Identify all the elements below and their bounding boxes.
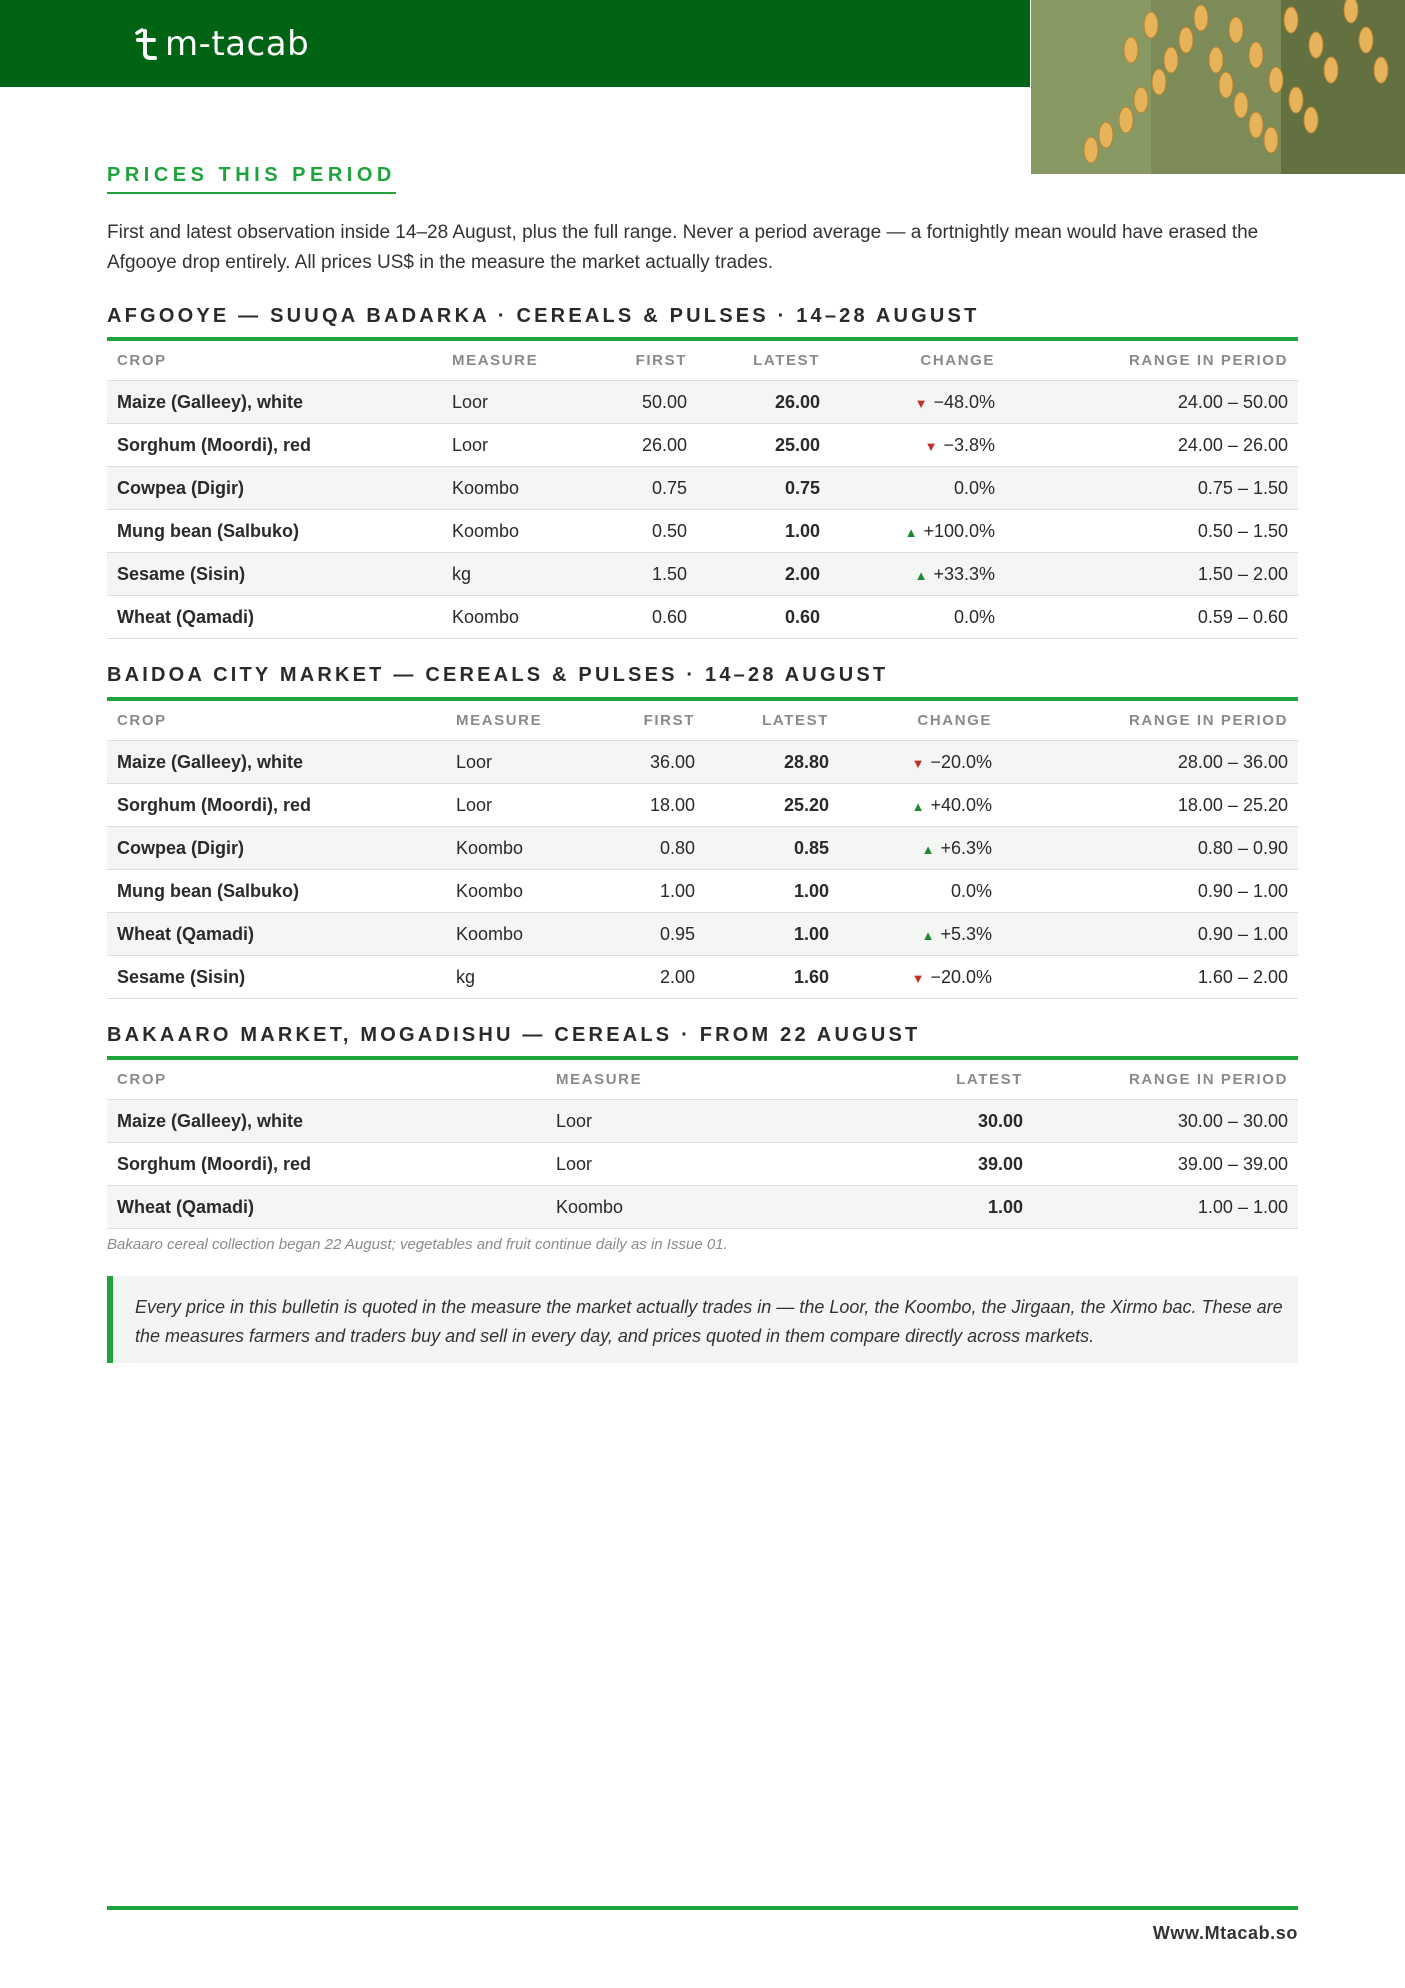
intro-paragraph: First and latest observation inside 14–28 August, plus the full range. Never a period average — a fortnightly mean would have erased the Afgooye drop entirely. All prices US$ in the measure the market actually trades. <box>107 222 1259 273</box>
measure-cell: Koombo <box>446 870 580 913</box>
crop-cell: Sorghum (Moordi), red <box>107 1143 546 1186</box>
crop-cell: Wheat (Qamadi) <box>107 913 446 956</box>
change-cell: ▲ +5.3% <box>839 913 1002 956</box>
table-header-row <box>107 1058 1298 1100</box>
measure-cell: Koombo <box>446 827 580 870</box>
first-cell: 50.00 <box>572 381 697 424</box>
down-arrow-icon: ▼ <box>911 970 925 986</box>
range-cell: 1.60 – 2.00 <box>1002 956 1298 999</box>
latest-cell: 1.00 <box>705 913 839 956</box>
col-change: CHANGE <box>830 339 1005 381</box>
crop-cell: Wheat (Qamadi) <box>107 596 442 639</box>
table-row <box>107 827 1298 870</box>
latest-cell: 1.00 <box>697 510 830 553</box>
first-cell: 1.50 <box>572 553 697 596</box>
measure-cell: Loor <box>446 741 580 784</box>
change-cell: ▲ +40.0% <box>839 784 1002 827</box>
market-title-baidoa: BAIDOA CITY MARKET — CEREALS & PULSES · 14–28 AUGUST <box>107 664 889 686</box>
range-cell: 0.90 – 1.00 <box>1002 870 1298 913</box>
table-row <box>107 553 1298 596</box>
measure-cell: Loor <box>442 381 572 424</box>
measure-cell: kg <box>442 553 572 596</box>
first-cell: 0.80 <box>580 827 705 870</box>
first-cell: 26.00 <box>572 424 697 467</box>
first-cell: 0.60 <box>572 596 697 639</box>
table-row <box>107 596 1298 639</box>
col-measure: MEASURE <box>442 339 572 381</box>
up-arrow-icon: ▲ <box>911 798 925 814</box>
latest-cell: 1.00 <box>705 870 839 913</box>
range-cell: 39.00 – 39.00 <box>1033 1143 1298 1186</box>
change-cell: ▼ −3.8% <box>830 424 1005 467</box>
first-cell: 0.50 <box>572 510 697 553</box>
table-row <box>107 956 1298 999</box>
header-photo <box>1031 0 1405 174</box>
col-range: RANGE IN PERIOD <box>1033 1058 1298 1100</box>
range-cell: 28.00 – 36.00 <box>1002 741 1298 784</box>
crop-cell: Mung bean (Salbuko) <box>107 510 442 553</box>
range-cell: 0.59 – 0.60 <box>1005 596 1298 639</box>
price-table-afgooye <box>107 337 1298 639</box>
range-cell: 0.90 – 1.00 <box>1002 913 1298 956</box>
table-row <box>107 913 1298 956</box>
latest-cell: 26.00 <box>697 381 830 424</box>
crop-cell: Wheat (Qamadi) <box>107 1186 546 1229</box>
change-cell: ▲ +6.3% <box>839 827 1002 870</box>
first-cell: 36.00 <box>580 741 705 784</box>
crop-cell: Sorghum (Moordi), red <box>107 784 446 827</box>
down-arrow-icon: ▼ <box>924 438 938 454</box>
latest-cell: 0.85 <box>705 827 839 870</box>
measure-cell: Koombo <box>446 913 580 956</box>
measure-cell: Loor <box>442 424 572 467</box>
market-title-bakaaro: BAKAARO MARKET, MOGADISHU — CEREALS · FROM 22 AUGUST <box>107 1024 921 1046</box>
latest-cell: 0.75 <box>697 467 830 510</box>
range-cell: 0.75 – 1.50 <box>1005 467 1298 510</box>
crop-cell: Sesame (Sisin) <box>107 956 446 999</box>
header-bar <box>0 0 1030 87</box>
down-arrow-icon: ▼ <box>911 755 925 771</box>
measure-cell: Loor <box>446 784 580 827</box>
change-cell: ▼ −20.0% <box>839 741 1002 784</box>
range-cell: 30.00 – 30.00 <box>1033 1100 1298 1143</box>
table-row <box>107 381 1298 424</box>
footer-website-link[interactable]: Www.Mtacab.so <box>1152 1923 1298 1943</box>
measure-cell: Koombo <box>546 1186 798 1229</box>
up-arrow-icon: ▲ <box>914 567 928 583</box>
change-cell: ▲ +100.0% <box>830 510 1005 553</box>
measure-cell: Loor <box>546 1100 798 1143</box>
col-crop: CROP <box>107 1058 546 1100</box>
range-cell: 0.80 – 0.90 <box>1002 827 1298 870</box>
crop-cell: Maize (Galleey), white <box>107 381 442 424</box>
latest-cell: 25.20 <box>705 784 839 827</box>
table-header-row <box>107 339 1298 381</box>
brand-name: m-tacab <box>165 24 310 64</box>
table-row <box>107 510 1298 553</box>
latest-cell: 39.00 <box>798 1143 1033 1186</box>
latest-cell: 1.00 <box>798 1186 1033 1229</box>
first-cell: 18.00 <box>580 784 705 827</box>
measure-cell: Loor <box>546 1143 798 1186</box>
crop-cell: Maize (Galleey), white <box>107 741 446 784</box>
change-cell: ▼ −20.0% <box>839 956 1002 999</box>
latest-cell: 1.60 <box>705 956 839 999</box>
up-arrow-icon: ▲ <box>921 927 935 943</box>
sorghum-image <box>1031 0 1405 174</box>
price-table-bakaaro <box>107 1056 1298 1229</box>
col-crop: CROP <box>107 699 446 741</box>
crop-cell: Sesame (Sisin) <box>107 553 442 596</box>
latest-cell: 30.00 <box>798 1100 1033 1143</box>
change-cell: ▼ −48.0% <box>830 381 1005 424</box>
range-cell: 18.00 – 25.20 <box>1002 784 1298 827</box>
measure-cell: Koombo <box>442 596 572 639</box>
col-measure: MEASURE <box>546 1058 798 1100</box>
change-cell: 0.0% <box>830 467 1005 510</box>
down-arrow-icon: ▼ <box>914 395 928 411</box>
range-cell: 24.00 – 50.00 <box>1005 381 1298 424</box>
col-first: FIRST <box>572 339 697 381</box>
col-first: FIRST <box>580 699 705 741</box>
crop-cell: Cowpea (Digir) <box>107 467 442 510</box>
first-cell: 0.75 <box>572 467 697 510</box>
up-arrow-icon: ▲ <box>921 841 935 857</box>
range-cell: 0.50 – 1.50 <box>1005 510 1298 553</box>
bakaaro-footnote: Bakaaro cereal collection began 22 August; vegetables and fruit continue daily as in Issue 01. <box>107 1236 728 1253</box>
range-cell: 1.00 – 1.00 <box>1033 1186 1298 1229</box>
col-crop: CROP <box>107 339 442 381</box>
change-cell: 0.0% <box>839 870 1002 913</box>
latest-cell: 0.60 <box>697 596 830 639</box>
up-arrow-icon: ▲ <box>904 524 918 540</box>
col-range: RANGE IN PERIOD <box>1005 339 1298 381</box>
col-measure: MEASURE <box>446 699 580 741</box>
crop-cell: Mung bean (Salbuko) <box>107 870 446 913</box>
table-row <box>107 467 1298 510</box>
col-latest: LATEST <box>705 699 839 741</box>
table-row <box>107 1143 1298 1186</box>
latest-cell: 25.00 <box>697 424 830 467</box>
col-latest: LATEST <box>798 1058 1033 1100</box>
table-row <box>107 1100 1298 1143</box>
first-cell: 2.00 <box>580 956 705 999</box>
col-range: RANGE IN PERIOD <box>1002 699 1298 741</box>
measures-callout: Every price in this bulletin is quoted in the measure the market actually trades in — the Loor, the Koombo, the Jirgaan, the Xirmo bac. These are the measures farmers and traders buy and sell in every day, and prices quoted in them compare directly across markets. <box>107 1276 1298 1363</box>
table-row <box>107 870 1298 913</box>
table-row <box>107 1186 1298 1229</box>
change-cell: 0.0% <box>830 596 1005 639</box>
table-row <box>107 784 1298 827</box>
logo-mark-icon <box>133 27 159 61</box>
brand-logo[interactable] <box>133 20 309 68</box>
first-cell: 1.00 <box>580 870 705 913</box>
crop-cell: Maize (Galleey), white <box>107 1100 546 1143</box>
measure-cell: kg <box>446 956 580 999</box>
range-cell: 24.00 – 26.00 <box>1005 424 1298 467</box>
col-latest: LATEST <box>697 339 830 381</box>
crop-cell: Cowpea (Digir) <box>107 827 446 870</box>
market-title-afgooye: AFGOOYE — SUUQA BADARKA · CEREALS & PULSES · 14–28 AUGUST <box>107 305 980 327</box>
price-table-baidoa <box>107 697 1298 999</box>
table-row <box>107 741 1298 784</box>
section-heading: PRICES THIS PERIOD <box>107 164 396 194</box>
crop-cell: Sorghum (Moordi), red <box>107 424 442 467</box>
col-change: CHANGE <box>839 699 1002 741</box>
measure-cell: Koombo <box>442 467 572 510</box>
latest-cell: 2.00 <box>697 553 830 596</box>
footer-divider <box>107 1906 1298 1910</box>
measure-cell: Koombo <box>442 510 572 553</box>
table-row <box>107 424 1298 467</box>
range-cell: 1.50 – 2.00 <box>1005 553 1298 596</box>
change-cell: ▲ +33.3% <box>830 553 1005 596</box>
latest-cell: 28.80 <box>705 741 839 784</box>
table-header-row <box>107 699 1298 741</box>
first-cell: 0.95 <box>580 913 705 956</box>
